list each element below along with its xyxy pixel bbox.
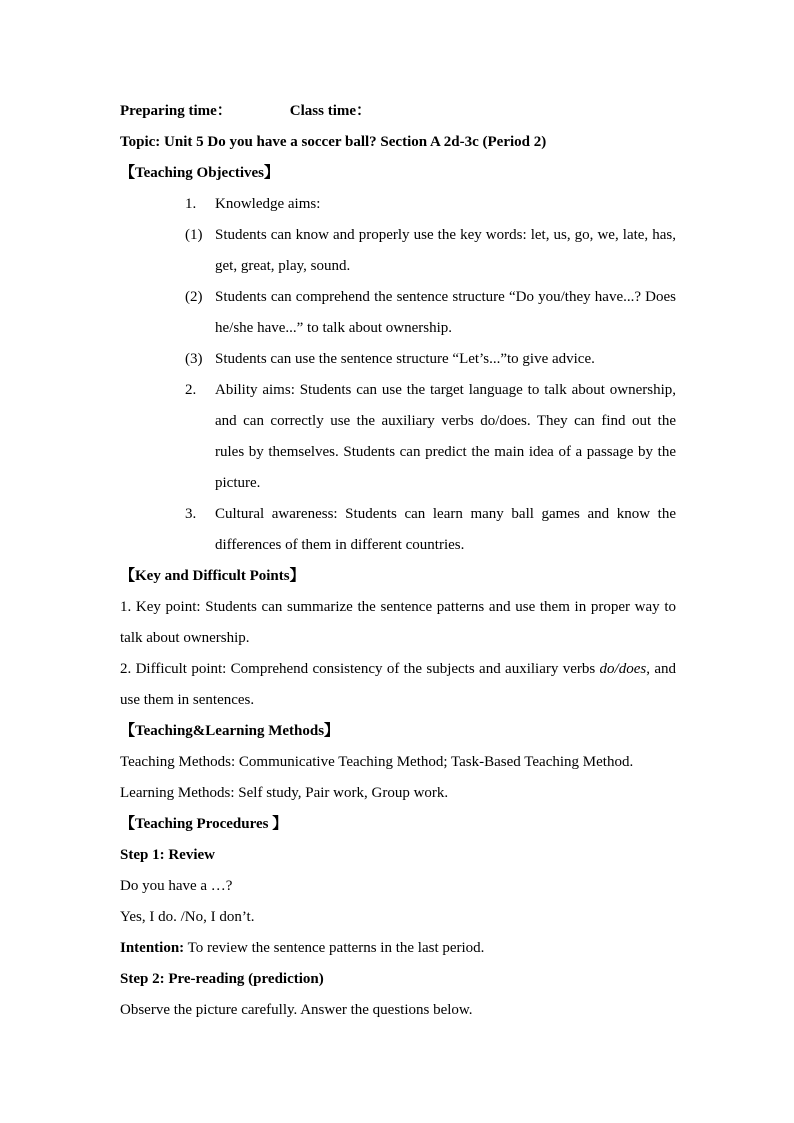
document-content [120, 96, 676, 1026]
step-2-heading: Step 2: Pre-reading (prediction) [120, 971, 324, 987]
list-number: (1) [185, 227, 203, 243]
list-item [120, 189, 676, 220]
text-run: 2. Difficult point: Comprehend consistency of the subjects and auxiliary verbs [120, 661, 600, 677]
list-number: (3) [185, 351, 203, 367]
list-text: Ability aims: Students can use the target language to talk about ownership, and can correctly use the auxiliary verbs do/does. They can find out the rules by themselves. Students can predict the main idea of a passage by the picture. [215, 382, 676, 491]
section-heading-teaching-procedures: 【Teaching Procedures 】 [120, 816, 288, 832]
section-heading-key-difficult-points: 【Key and Difficult Points】 [120, 568, 305, 584]
list-text: Cultural awareness: Students can learn many ball games and know the differences of them in different countries. [215, 506, 676, 553]
class-time-label: Class time： [289, 103, 372, 119]
text-run: To review the sentence patterns in the last period. [184, 940, 485, 956]
paragraph-learning-methods: Learning Methods: Self study, Pair work, Group work. [120, 785, 449, 801]
step-1-heading: Step 1: Review [120, 847, 215, 863]
paragraph-key-point: 1. Key point: Students can summarize the sentence patterns and use them in proper way to talk about ownership. [120, 599, 676, 646]
section-heading-teaching-learning-methods: 【Teaching&Learning Methods】 [120, 723, 340, 739]
list-item [120, 499, 676, 561]
list-number: (2) [185, 289, 203, 305]
list-number: 2. [185, 382, 197, 398]
section-heading-teaching-objectives: 【Teaching Objectives】 [120, 165, 280, 181]
header-times-line [120, 96, 676, 127]
list-item [120, 344, 676, 375]
list-item [120, 220, 676, 282]
paragraph-teaching-methods: Teaching Methods: Communicative Teaching Method; Task-Based Teaching Method. [120, 754, 634, 770]
paragraph-answer: Yes, I do. /No, I don’t. [120, 909, 255, 925]
paragraph-question: Do you have a …? [120, 878, 233, 894]
list-number: 1. [185, 196, 197, 212]
paragraph-intention [120, 933, 676, 964]
text-run-italic: do/does [599, 661, 647, 677]
topic-line: Topic: Unit 5 Do you have a soccer ball? Section A 2d-3c (Period 2) [120, 134, 547, 150]
list-item [120, 282, 676, 344]
list-text: Students can use the sentence structure “Let’s...”to give advice. [215, 351, 595, 367]
list-text: Students can comprehend the sentence structure “Do you/they have...? Does he/she have...” to talk about ownership. [215, 289, 676, 336]
preparing-time-label: Preparing time： [120, 103, 232, 119]
list-text: Knowledge aims: [215, 196, 321, 212]
list-number: 3. [185, 506, 197, 522]
text-run: , and use them in sentences. [120, 661, 676, 708]
paragraph-observe: Observe the picture carefully. Answer the questions below. [120, 1002, 473, 1018]
list-item [120, 375, 676, 499]
paragraph-difficult-point [120, 654, 676, 716]
list-text: Students can know and properly use the key words: let, us, go, we, late, has, get, great, play, sound. [215, 227, 676, 274]
intention-label: Intention: [120, 940, 185, 956]
